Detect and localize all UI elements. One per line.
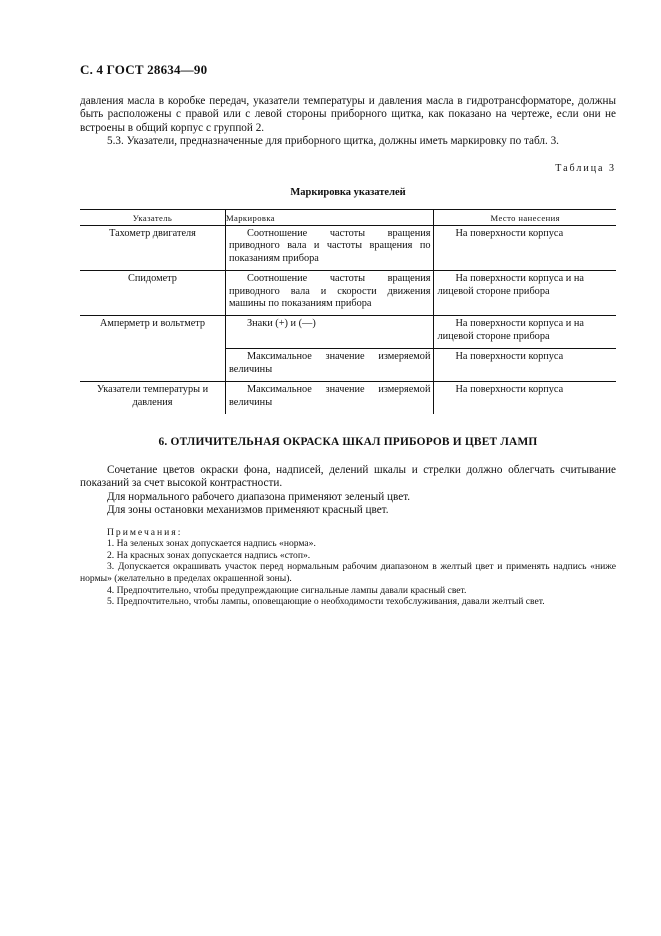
place-cell: На поверхности корпуса — [455, 228, 564, 240]
table-row — [80, 382, 616, 414]
marking-cell: Соотношение частоты вращения приводного вала и частоты вращения по показаниям прибора — [228, 228, 431, 264]
notes-block — [80, 527, 616, 608]
marking-cell: Максимальное значение измеряемой величины — [228, 351, 431, 375]
note-item: 3. Допускается окрашивать участок перед нормальным рабочим диапазоном в желтый цвет и применять надпись «ниже нормы» (желательно в пределах окрашенной зоны). — [80, 561, 616, 584]
section-6-paragraph-2: Для нормального рабочего диапазона применяют зеленый цвет. — [107, 490, 411, 503]
indicator-cell: Указатели температуры и давления — [96, 384, 209, 408]
note-item: 1. На зеленых зонах допускается надпись «норма». — [107, 538, 316, 550]
section-6-paragraph-1: Сочетание цветов окраски фона, надписей, делений шкалы и стрелки должно облегчать считывание показаний за счет высокой контрастности. — [80, 463, 616, 490]
column-header-marking: Маркировка — [225, 209, 434, 225]
place-cell: На поверхности корпуса — [455, 384, 564, 396]
note-item: 5. Предпочтительно, чтобы лампы, оповещающие о необходимости техобслуживания, давали желтый свет. — [107, 596, 545, 608]
table-header-row — [80, 209, 616, 225]
place-cell: На поверхности корпуса — [455, 351, 564, 363]
column-header-indicator: Указатель — [80, 209, 225, 225]
continuation-paragraph: давления масла в коробке передач, указатели температуры и давления масла в гидротрансформаторе, должны быть расположены с правой или с левой стороны приборного щитка, как показано на чертеже, если они не встроены в общий корпус с группой 2. — [80, 95, 616, 134]
note-item: 2. На красных зонах допускается надпись «стоп». — [107, 549, 311, 561]
note-item: 4. Предпочтительно, чтобы предупреждающие сигнальные лампы давали красный свет. — [107, 584, 467, 596]
table-caption: Таблица 3 — [555, 162, 616, 174]
section-6-paragraph-3: Для зоны остановки механизмов применяют красный цвет. — [107, 504, 389, 517]
marking-cell: Соотношение частоты вращения приводного вала и скорости движения машины по показаниям прибора — [228, 273, 431, 310]
place-cell: На поверхности корпуса и на лицевой стороне прибора — [437, 273, 584, 297]
indicator-cell: Амперметр и вольтметр — [99, 318, 206, 330]
table-row — [80, 271, 616, 316]
section-6-title: 6. ОТЛИЧИТЕЛЬНАЯ ОКРАСКА ШКАЛ ПРИБОРОВ И ЦВЕТ ЛАМП — [158, 435, 538, 448]
page-header: С. 4 ГОСТ 28634—90 — [80, 62, 208, 77]
indicator-cell: Спидометр — [128, 273, 177, 285]
marking-cell: Максимальное значение измеряемой величины — [228, 384, 431, 408]
notes-heading: Примечания: — [107, 526, 183, 538]
indicator-cell: Тахометр двигателя — [109, 228, 196, 240]
place-cell: На поверхности корпуса и на лицевой стороне прибора — [437, 318, 584, 342]
table-title: Маркировка указателей — [290, 186, 406, 198]
marking-table — [80, 209, 616, 414]
column-header-place: Место нанесения — [434, 209, 616, 225]
table-row — [80, 226, 616, 271]
table-row — [80, 316, 616, 349]
document-page — [80, 62, 616, 608]
clause-5-3: 5.3. Указатели, предназначенные для приборного щитка, должны иметь маркировку по табл. 3. — [107, 135, 559, 148]
marking-cell: Знаки (+) и (—) — [246, 318, 316, 330]
